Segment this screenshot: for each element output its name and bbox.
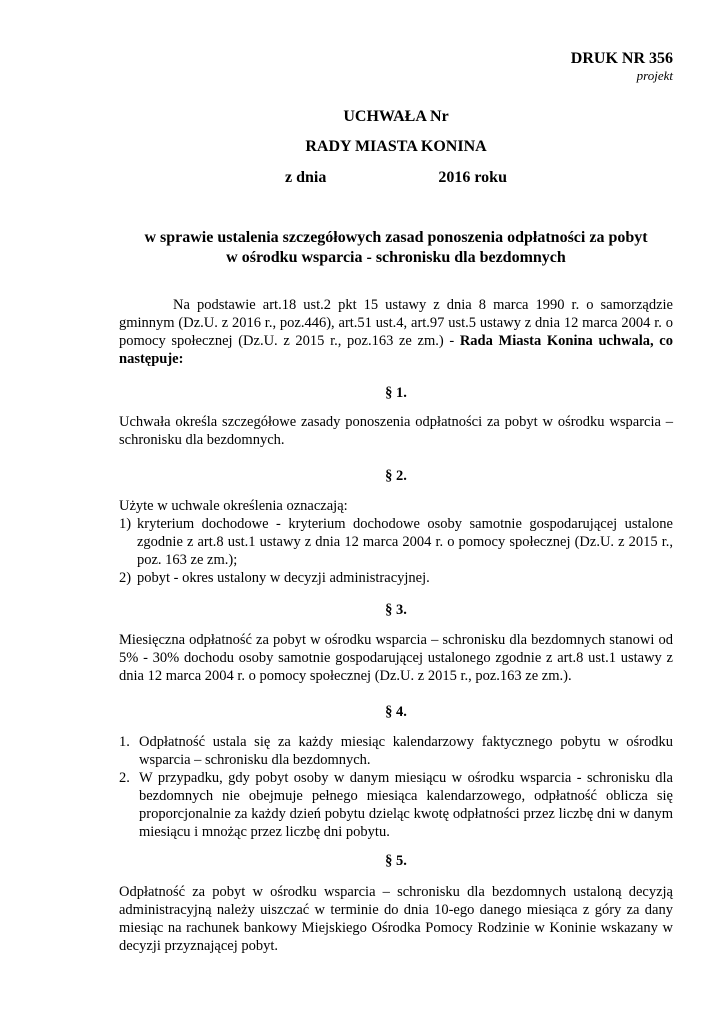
list-item-text: W przypadku, gdy pobyt osoby w danym miesiącu w ośrodku wsparcia - schronisku dla bezdomnych nie obejmuje pełnego miesiąca kalendarzowego, odpłatność oblicza się proporcjonalnie za każdy dzień pobytu dzieląc kwotę odpłatności przez liczbę dni w danym miesiącu i mnożąc przez liczbę dni pobytu. bbox=[139, 770, 673, 840]
preamble bbox=[119, 296, 673, 368]
preamble-text: Na podstawie art.18 ust.2 pkt 15 ustawy z dnia 8 marca 1990 r. o samorządzie gminnym (Dz.U. z 2016 r., poz.446), art.51 ust.4, art.97 ust.5 ustawy z dnia 12 marca 2004 r. o pomocy społecznej (Dz.U. z 2015 r., poz.163 ze zm.) - bbox=[119, 297, 673, 349]
section-5-mark: § 5. bbox=[385, 853, 407, 869]
section-5-text: Odpłatność za pobyt w ośrodku wsparcia – schronisku dla bezdomnych ustaloną decyzją administracyjną należy uiszczać w terminie do dnia 10-ego danego miesiąca z góry za dany miesiąc na rachunek bankowy Miejskiego Ośrodka Pomocy Rodzinie w Koninie wskazany w decyzji przyznającej pobyt. bbox=[119, 884, 673, 954]
section-3-text: Miesięczna odpłatność za pobyt w ośrodku wsparcia – schronisku dla bezdomnych stanowi od 5% - 30% dochodu osoby samotnie gospodarującej ustalonego zgodnie z art.8 ust.1 ustawy z dnia 12 marca 2004 r. o pomocy społecznej (Dz.U. z 2015 r., poz.163 ze zm.). bbox=[119, 632, 673, 684]
date-prefix: z dnia bbox=[285, 169, 327, 186]
subject-line-1: w sprawie ustalenia szczegółowych zasad ponoszenia odpłatności za pobyt bbox=[144, 229, 648, 246]
section-2-mark: § 2. bbox=[385, 468, 407, 484]
section-4-body bbox=[119, 733, 673, 841]
list-item-number: 2. bbox=[119, 770, 130, 786]
list-item-number: 1) bbox=[119, 516, 132, 532]
subject-line-2: w ośrodku wsparcia - schronisku dla bezdomnych bbox=[226, 249, 566, 266]
list-item-text: pobyt - okres ustalony w decyzji administracyjnej. bbox=[137, 570, 430, 586]
list-item bbox=[119, 769, 673, 841]
list-item bbox=[119, 515, 673, 569]
date-suffix: 2016 roku bbox=[438, 169, 507, 186]
preamble-bold: Rada Miasta Konina uchwala, co następuje: bbox=[119, 333, 673, 367]
section-4-mark: § 4. bbox=[385, 704, 407, 720]
list-item-text: kryterium dochodowe - kryterium dochodowe osoby samotnie gospodarującej ustalone zgodnie z art.8 ust.1 ustawy z dnia 12 marca 2004 r. o pomocy społecznej (Dz.U. z 2015 r., poz. 163 ze zm.); bbox=[137, 516, 673, 568]
section-1-mark: § 1. bbox=[385, 385, 407, 401]
section-3-mark: § 3. bbox=[385, 602, 407, 618]
list-item bbox=[119, 733, 673, 769]
resolution-title: UCHWAŁA Nr bbox=[343, 108, 449, 125]
resolution-date bbox=[119, 169, 673, 187]
list-item-number: 1. bbox=[119, 734, 130, 750]
section-1-text: Uchwała określa szczegółowe zasady ponoszenia odpłatności za pobyt w ośrodku wsparcia – schronisku dla bezdomnych. bbox=[119, 414, 673, 448]
section-2-intro: Użyte w uchwale określenia oznaczają: bbox=[119, 498, 348, 514]
definitions-list bbox=[119, 515, 673, 587]
resolution-subject bbox=[119, 228, 673, 268]
section-2-body bbox=[119, 497, 673, 587]
list-item-number: 2) bbox=[119, 570, 132, 586]
rules-list bbox=[119, 733, 673, 841]
druk-header bbox=[571, 49, 673, 83]
list-item-text: Odpłatność ustala się za każdy miesiąc kalendarzowy faktycznego pobytu w ośrodku wsparcia – schronisku dla bezdomnych. bbox=[139, 734, 673, 768]
druk-number: DRUK NR 356 bbox=[570, 50, 673, 67]
council-name: RADY MIASTA KONINA bbox=[305, 138, 487, 155]
list-item bbox=[119, 569, 673, 587]
projekt-label: projekt bbox=[636, 68, 673, 83]
